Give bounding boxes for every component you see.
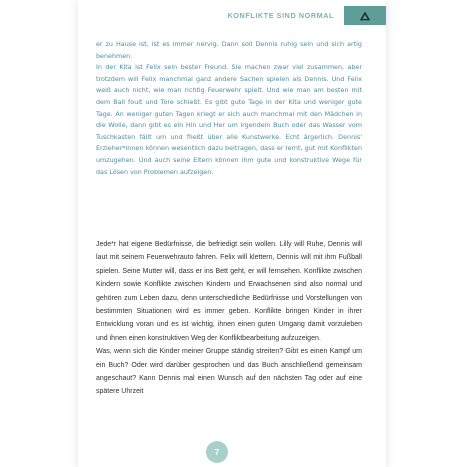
page-number: 7: [206, 441, 228, 463]
chapter-header: [228, 6, 386, 25]
body-paragraph: Jede*r hat eigene Bedürfnisse, die befriedigt sein wollen. Lilly will Ruhe, Dennis will laut mit seinem Feuerwehrauto fahren. Felix will klettern, Dennis will mit ihm Fußball spielen. Seine Mutter will, dass er ins Bett geht, er will fernsehen. Konflikte zwischen Kindern sowie Konflikte zwischen Kindern und Erwachsenen sind also normal und gehören zum Leben dazu, denn unterschiedliche Bedürfnisse und Vorstellungen von bestimmten Situationen wird es immer geben. Konflikte bringen Kinder in ihrer Entwicklung voran und es ist wichtig, ihnen einen guten Umgang damit vorzuleben und ihnen einen konstruktiven Weg der Konfliktbearbeitung aufzuzeigen.: [96, 241, 362, 342]
story-paragraph: In der Kita ist Felix sein bester Freund. Sie machen zwar viel zusammen, aber trotzdem will Felix manchmal ganz andere Sachen spielen als Dennis. Und Felix weiß auch nicht, wie man richtig Feuerwehr spielt. Und wie man am besten mit dem Ball foult und Tore schießt. Es gibt gute Tage in der Kita und weniger gute Tage. An weniger guten Tagen kriegt er sich auch manchmal mit den Mädchen in die Wolle, dann gibt es ein Hin und Her um irgendein Buch oder das Wasser vom Tuschkasten fällt um und fließt über alle Kunstwerke. Echt ärgerlich. Dennis' Erzieher*innen können wesentlich dazu beitragen, dass er lernt, gut mit Konflikten umzugehen. Und auch seine Eltern können ihm gute und konstruktive Wege für das Lösen von Problemen aufzeigen.: [96, 63, 362, 176]
book-page: [78, 0, 386, 467]
chapter-tab: [344, 6, 386, 25]
body-paragraph: Was, wenn sich die Kinder meiner Gruppe ständig streiten? Gibt es einen Kampf um ein Buch? Oder wird darüber gesprochen und das Buch anschließend gemeinsam angeschaut? Kann Dennis mal einen Wunsch auf den nächsten Tag oder auf eine spätere Uhrzeit: [96, 348, 362, 396]
story-text: [96, 39, 362, 178]
triangle-icon: [359, 11, 371, 21]
chapter-title: KONFLIKTE SIND NORMAL: [227, 11, 334, 20]
story-paragraph: er zu Hause ist, ist es immer nervig. Dann soll Dennis ruhig sein und sich artig benehmen.: [96, 40, 362, 60]
body-text: [96, 238, 362, 399]
